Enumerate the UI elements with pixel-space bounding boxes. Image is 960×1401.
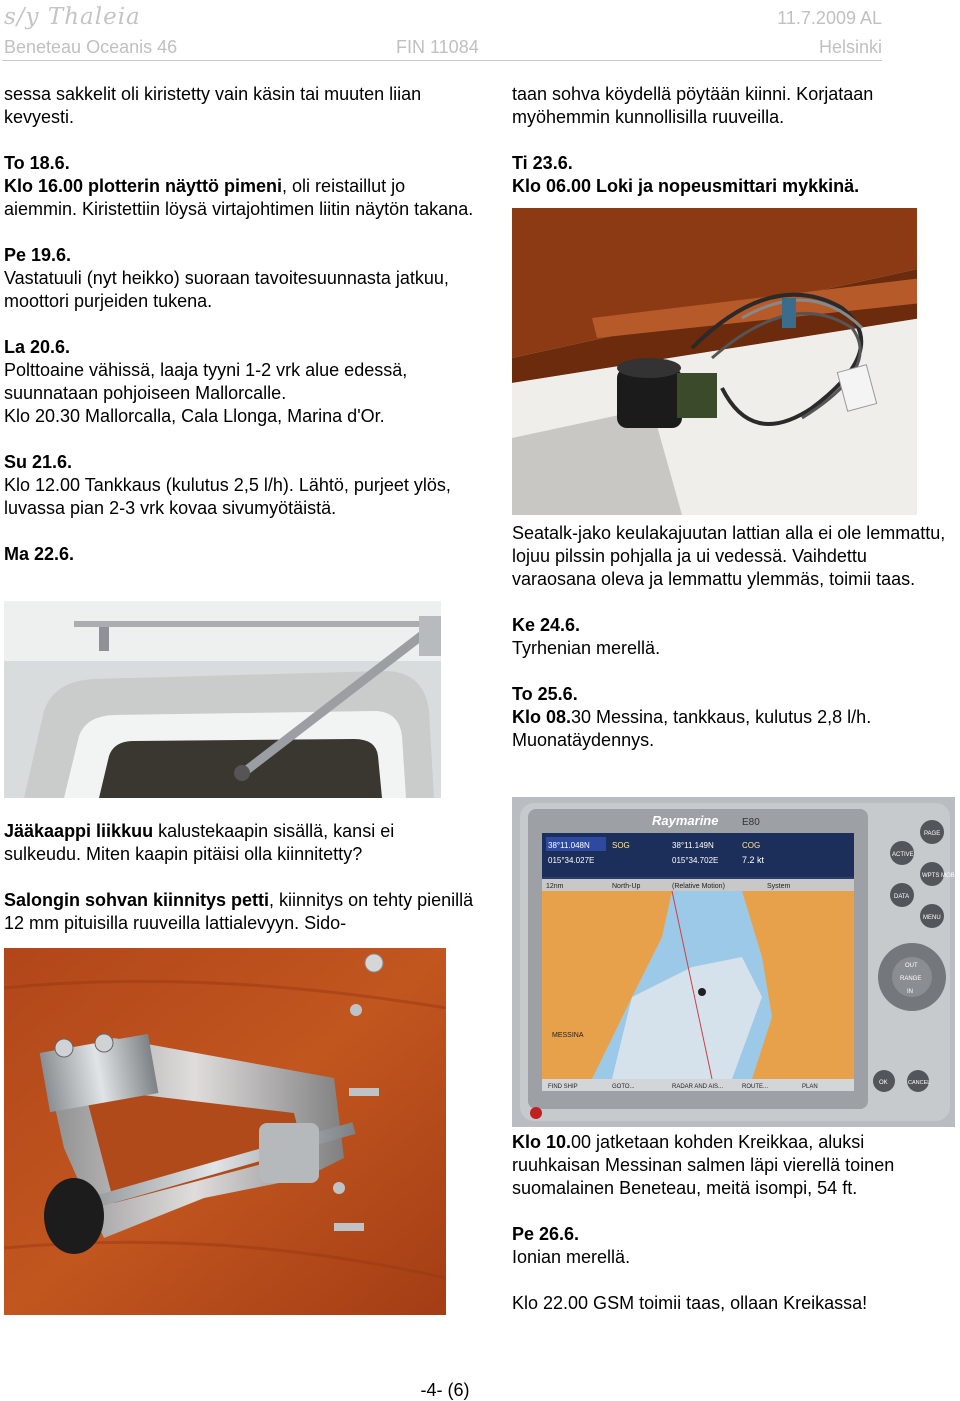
button-page: PAGE — [924, 831, 941, 837]
paragraph — [4, 152, 474, 221]
day-heading: Pe 26.6. — [512, 1224, 580, 1244]
day-heading: Ti 23.6. — [512, 153, 573, 173]
button-cancel: CANCEL — [908, 1080, 931, 1086]
right-column-top — [512, 83, 952, 221]
paragraph: taan sohva köydellä pöytään kiinni. Korjataan myöhemmin kunnollisilla ruuveilla. — [512, 84, 874, 127]
button-menu: MENU — [923, 915, 941, 921]
plotter-sog-label: SOG — [612, 841, 630, 850]
registration-number: FIN 11084 — [396, 37, 479, 57]
paragraph-text: 30 Messina, tankkaus, kulutus 2,8 l/h. Muonatäydennys. — [512, 707, 872, 750]
bold-phrase: Klo 08. — [512, 707, 572, 727]
softkey-goto: GOTO... — [612, 1084, 635, 1090]
paragraph — [4, 244, 474, 313]
plotter-brand: Raymarine — [652, 813, 719, 828]
paragraph-text: Polttoaine vähissä, laaja tyyni 1-2 vrk alue edessä, suunnataan pohjoiseen Mallorcalle. — [4, 360, 408, 403]
button-in: IN — [907, 989, 913, 995]
left-column-top — [4, 83, 474, 589]
paragraph: Klo 22.00 GSM toimii taas, ollaan Kreikassa! — [512, 1293, 868, 1313]
bold-phrase: Salongin sohvan kiinnitys petti — [4, 890, 270, 910]
paragraph — [512, 683, 952, 752]
plotter-lon1: 015°34.027E — [548, 856, 595, 865]
page-header — [0, 0, 960, 62]
paragraph — [4, 820, 474, 866]
day-heading: To 18.6. — [4, 153, 70, 173]
home-port: Helsinki — [818, 37, 882, 57]
plotter-lon2: 015°34.702E — [672, 856, 719, 865]
bold-phrase: Jääkaappi liikkuu — [4, 821, 154, 841]
day-heading: Ke 24.6. — [512, 615, 581, 635]
bold-phrase: Klo 16.00 plotterin näyttö pimeni — [4, 176, 283, 196]
button-data: DATA — [894, 894, 910, 900]
vessel-position-icon — [698, 988, 706, 996]
day-heading: To 25.6. — [512, 684, 578, 704]
plotter-photo — [512, 797, 955, 1127]
plotter-system: System — [767, 883, 791, 890]
softkey-plan: PLAN — [802, 1084, 818, 1090]
button-ok: OK — [879, 1080, 888, 1086]
page-number: -4- (6) — [420, 1380, 470, 1400]
button-wpts-mob: WPTS MOB — [922, 873, 955, 879]
sofa-bracket-photo — [4, 948, 446, 1315]
paragraph-text: 00 jatketaan kohden Kreikkaa, aluksi ruuhkaisan Messinan salmen läpi vierellä toinen suomalainen Beneteau, meitä isompi, 54 ft. — [512, 1132, 895, 1198]
paragraph — [4, 451, 474, 520]
plotter-lat1: 38°11.048N — [548, 841, 590, 850]
paragraph: Seatalk-jako keulakajuutan lattian alla ei ole lemmattu, lojuu pilssin pohjalla ja ui vedessä. Vaihdettu varaosana oleva ja lemmattu ylemmäs, toimii taas. — [512, 523, 946, 589]
bold-phrase: Klo 10. — [512, 1132, 572, 1152]
button-active: ACTIVE — [892, 852, 914, 858]
paragraph — [4, 543, 474, 566]
paragraph — [4, 336, 474, 428]
paragraph-text: , oli reistaillut jo aiemmin. Kiristettiin löysä virtajohtimen liitin näytön takana. — [4, 176, 474, 219]
paragraph-text: Vastatuuli (nyt heikko) suoraan tavoitesuunnasta jatkuu, moottori purjeiden tukena. — [4, 268, 449, 311]
header-divider — [2, 60, 882, 61]
paragraph: sessa sakkelit oli kiristetty vain käsin tai muuten liian kevyesti. — [4, 84, 422, 127]
paragraph — [4, 889, 474, 935]
paragraph-text: , kiinnitys on tehty pienillä 12 mm pituisilla ruuveilla lattialevyyn. Sido- — [4, 890, 474, 933]
softkey-route: ROUTE... — [742, 1084, 769, 1090]
plotter-model: E80 — [742, 817, 760, 828]
plotter-orientation: North-Up — [612, 883, 641, 890]
page-footer — [0, 1380, 960, 1401]
boat-name: s/y Thaleia — [4, 4, 141, 30]
day-heading: La 20.6. — [4, 337, 71, 357]
paragraph-text: kalustekaapin sisällä, kansi ei sulkeudu. Miten kaapin pitäisi olla kiinnitetty? — [4, 821, 395, 864]
paragraph — [512, 614, 952, 660]
boat-model: Beneteau Oceanis 46 — [4, 37, 178, 57]
left-column-bottom — [4, 820, 474, 958]
day-heading: Su 21.6. — [4, 452, 73, 472]
right-column-middle — [512, 522, 952, 775]
right-column-bottom — [512, 1131, 952, 1338]
plotter-lat2: 38°11.149N — [672, 841, 714, 850]
header-date: 11.7.2009 AL — [777, 8, 882, 28]
power-icon — [530, 1107, 542, 1119]
day-heading: Ma 22.6. — [4, 544, 75, 564]
plotter-motion-mode: (Relative Motion) — [672, 883, 725, 890]
plotter-cog-label: COG — [742, 841, 761, 850]
fridge-photo — [4, 601, 446, 798]
paragraph — [512, 152, 952, 198]
paragraph-text: Klo 20.30 Mallorcalla, Cala Llonga, Marina d'Or. — [4, 406, 385, 426]
button-range: RANGE — [900, 976, 922, 982]
plotter-scale: 12nm — [546, 883, 564, 890]
plotter-place-label: MESSINA — [552, 1032, 584, 1039]
paragraph — [512, 1131, 952, 1200]
bold-phrase: Klo 06.00 Loki ja nopeusmittari mykkinä. — [512, 176, 860, 196]
paragraph-text: Klo 12.00 Tankkaus (kulutus 2,5 l/h). Lähtö, purjeet ylös, luvassa pian 2-3 vrk kovaa sivumyötäistä. — [4, 475, 451, 518]
softkey-find-ship: FIND SHIP — [548, 1084, 578, 1090]
seatalk-photo — [512, 208, 922, 515]
button-out: OUT — [905, 963, 918, 969]
paragraph — [512, 1223, 952, 1269]
plotter-speed: 7.2 kt — [742, 855, 765, 865]
paragraph-text: Tyrhenian merellä. — [512, 638, 661, 658]
paragraph-text: Ionian merellä. — [512, 1247, 631, 1267]
day-heading: Pe 19.6. — [4, 245, 72, 265]
softkey-radar-ais: RADAR AND AIS... — [672, 1084, 724, 1090]
